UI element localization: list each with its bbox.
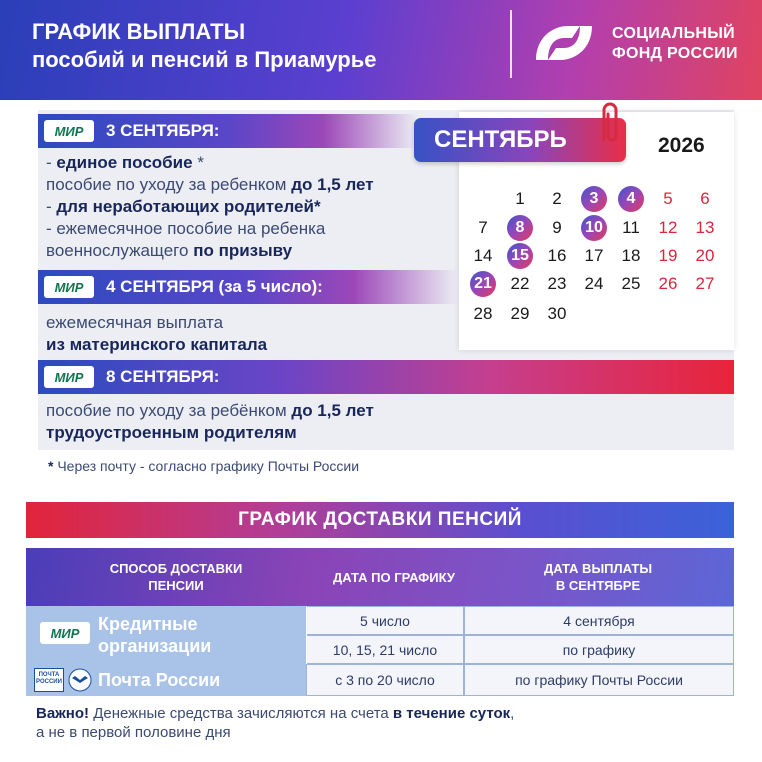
mir-card-icon: МИР xyxy=(44,366,94,388)
calendar-payment-day: 3 xyxy=(581,186,607,212)
calendar-weekend-day: 13 xyxy=(695,218,715,237)
mir-card-icon: МИР xyxy=(44,120,94,142)
calendar-weekend-day: 19 xyxy=(658,246,678,265)
payment-date: 8 СЕНТЯБРЯ: xyxy=(106,367,220,386)
calendar-day: 30 xyxy=(547,304,567,323)
calendar-day: 1 xyxy=(515,189,525,208)
detail-line: из материнского капитала xyxy=(46,335,268,354)
calendar-payment-day: 4 xyxy=(618,186,644,212)
payment-cell: 4 сентября xyxy=(464,606,734,635)
payment-details-8-sep xyxy=(46,400,374,444)
page-title xyxy=(32,18,376,74)
calendar-weekend-day: 5 xyxy=(663,189,673,208)
important-note: Важно! Денежные средства зачисляются на счета в течение суток, а не в первой половине дня xyxy=(36,705,515,741)
calendar-day: 2 xyxy=(552,189,562,208)
calendar-month: СЕНТЯБРЬ xyxy=(414,118,626,162)
payment-date: 3 СЕНТЯБРЯ: xyxy=(106,121,220,140)
detail-line: - единое пособие * xyxy=(46,153,204,172)
calendar-year: 2026 xyxy=(658,134,705,157)
payment-banner-4-sep xyxy=(38,270,458,304)
calendar-weekend-day: 12 xyxy=(658,218,678,237)
header-schedule: ДАТА ПО ГРАФИКУ xyxy=(333,569,455,585)
calendar-payment-day: 10 xyxy=(581,215,607,241)
calendar-payment-day: 8 xyxy=(507,215,533,241)
payment-details-4-sep xyxy=(46,312,267,356)
calendar-payment-day: 15 xyxy=(507,243,533,269)
title-line-2: пособий и пенсий в Приамурье xyxy=(32,47,377,72)
row-russian-post xyxy=(26,664,306,696)
schedule-cell: 10, 15, 21 число xyxy=(306,635,464,664)
method-post: Почта России xyxy=(98,670,221,690)
paperclip-icon xyxy=(594,100,624,148)
calendar-day: 24 xyxy=(584,274,604,293)
header-banner xyxy=(0,0,762,100)
social-fund-logo-icon xyxy=(530,16,598,70)
calendar-day: 14 xyxy=(473,246,493,265)
detail-line: пособие по уходу за ребенком до 1,5 лет xyxy=(46,175,374,194)
title-line-1: ГРАФИК ВЫПЛАТЫ xyxy=(32,19,246,44)
eagle-emblem-icon xyxy=(68,668,92,692)
calendar-day: 11 xyxy=(622,218,640,237)
delivery-table-header xyxy=(26,548,734,606)
detail-line: пособие по уходу за ребёнком до 1,5 лет xyxy=(46,401,374,420)
calendar-day: 16 xyxy=(547,246,567,265)
calendar-weekend-day: 26 xyxy=(658,274,678,293)
calendar-weekend-day: 6 xyxy=(700,189,710,208)
russian-post-logo-icon: ПОЧТА РОССИИ xyxy=(34,668,64,692)
payment-cell: по графику xyxy=(464,635,734,664)
footnote: * Через почту - согласно графику Почты России xyxy=(48,458,360,474)
detail-line: - ежемесячное пособие на ребенка xyxy=(46,219,326,238)
calendar-day: 23 xyxy=(547,274,567,293)
row-credit-organizations xyxy=(26,606,306,664)
detail-line: трудоустроенным родителям xyxy=(46,423,297,442)
calendar-day: 29 xyxy=(510,304,530,323)
calendar-day: 28 xyxy=(473,304,493,323)
calendar-payment-day: 21 xyxy=(470,271,496,297)
method-credit: Кредитные организации xyxy=(98,614,212,656)
delivery-title: ГРАФИК ДОСТАВКИ ПЕНСИЙ xyxy=(26,502,734,538)
mir-card-icon: МИР xyxy=(44,276,94,298)
calendar-day: 7 xyxy=(478,218,488,237)
detail-line: ежемесячная выплата xyxy=(46,313,224,332)
header-method: СПОСОБ ДОСТАВКИ ПЕНСИИ xyxy=(109,561,243,593)
payment-details-3-sep xyxy=(46,152,374,262)
detail-line: - для неработающих родителей* xyxy=(46,197,321,216)
payment-date: 4 СЕНТЯБРЯ (за 5 число): xyxy=(106,277,323,296)
payment-banner-3-sep xyxy=(38,114,418,148)
calendar-weekend-day: 27 xyxy=(695,274,715,293)
mir-card-icon: МИР xyxy=(40,622,90,644)
calendar-day: 22 xyxy=(510,274,530,293)
calendar-day: 17 xyxy=(584,246,604,265)
calendar-day: 25 xyxy=(621,274,641,293)
schedule-cell: 5 число xyxy=(306,606,464,635)
detail-line: военнослужащего по призыву xyxy=(46,241,293,260)
calendar-weekend-day: 20 xyxy=(695,246,715,265)
payment-cell: по графику Почты России xyxy=(464,664,734,696)
calendar-day: 9 xyxy=(552,218,562,237)
logo-text: СОЦИАЛЬНЫЙ ФОНД РОССИИ xyxy=(612,25,738,62)
calendar-day: 18 xyxy=(621,246,641,265)
payment-banner-8-sep xyxy=(38,360,734,394)
schedule-cell: с 3 по 20 число xyxy=(306,664,464,696)
header-payment: ДАТА ВЫПЛАТЫ В СЕНТЯБРЕ xyxy=(543,561,653,593)
header-divider xyxy=(510,10,512,78)
